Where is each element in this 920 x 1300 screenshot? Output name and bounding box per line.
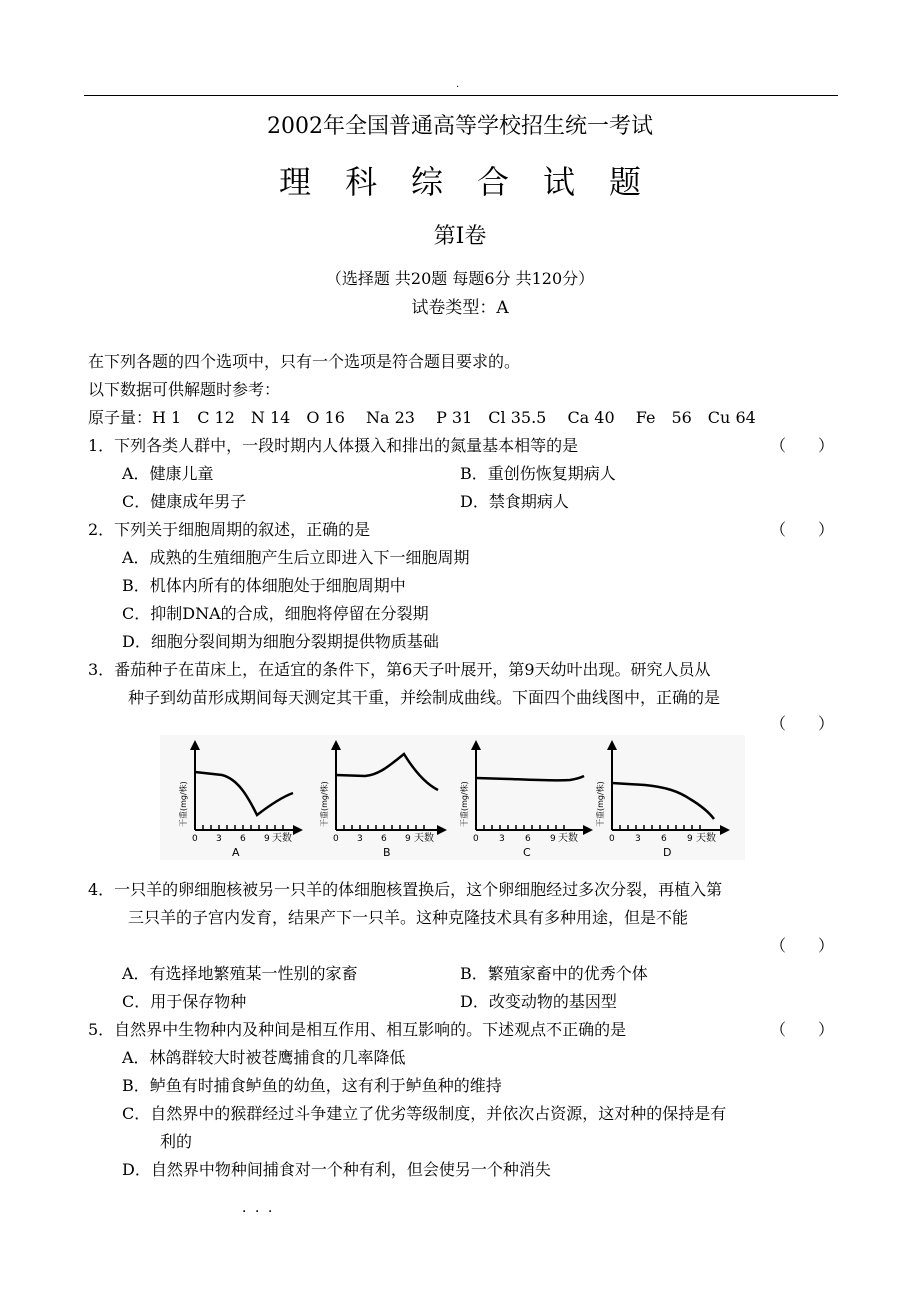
q4-stem-line1: 4．一只羊的卵细胞核被另一只羊的体细胞核置换后，这个卵细胞经过多次分裂，再植入第 (88, 880, 723, 899)
graph-d-tick-0: 0 (609, 834, 615, 844)
graph-d-tick-9: 9 (687, 834, 693, 844)
subject-title: 理科综合试题 (278, 163, 675, 201)
q4-option-c: C．用于保存物种 (122, 992, 247, 1011)
q5-answer-paren: （ ） (770, 1020, 835, 1039)
q3-stem-line2: 种子到幼苗形成期间每天测定其干重，并绘制成曲线。下面四个曲线图中，正确的是 (128, 688, 721, 707)
graph-b-tick-3: 3 (357, 834, 363, 844)
graph-c-tick-9: 9 (550, 834, 556, 844)
graph-panel-c (459, 745, 588, 859)
graph-b-tick-9: 9 (405, 834, 411, 844)
q5-option-b: B．鲈鱼有时捕食鲈鱼的幼鱼，这有利于鲈鱼种的维持 (122, 1076, 502, 1095)
q2-answer-paren: （ ） (770, 520, 835, 539)
q1-option-d: D．禁食期病人 (460, 492, 569, 511)
graph-a-tick-3: 3 (216, 834, 222, 844)
q5-option-c-line2: 利的 (160, 1132, 193, 1151)
graph-a-tick-0: 0 (192, 834, 198, 844)
instruction-text: 在下列各题的四个选项中，只有一个选项是符合题目要求的。 (88, 352, 521, 371)
graph-panel-d (595, 745, 725, 859)
graph-b-tick-6: 6 (381, 834, 387, 844)
q3-stem-line1: 3．番茄种子在苗床上，在适宜的条件下，第6天子叶展开，第9天幼叶出现。研究人员从 (88, 660, 711, 679)
graph-panel-a (178, 745, 298, 859)
q1-option-b: B．重创伤恢复期病人 (460, 464, 616, 483)
graph-a-tick-9: 9 (264, 834, 270, 844)
q4-option-a: A．有选择地繁殖某一性别的家畜 (122, 964, 358, 983)
q1-option-a: A．健康儿童 (122, 464, 214, 483)
graph-b-tick-0: 0 (333, 834, 339, 844)
q5-option-a: A．林鸽群较大时被苍鹰捕食的几率降低 (122, 1048, 406, 1067)
q3-figure-svg (160, 735, 745, 860)
q2-option-b: B．机体内所有的体细胞处于细胞周期中 (122, 576, 406, 595)
graph-a-xlabel: 天数 (272, 833, 292, 844)
graph-c-tick-3: 3 (499, 834, 505, 844)
q3-answer-paren: （ ） (770, 714, 835, 733)
q5-option-d: D．自然界中物种间捕食对一个种有利，但会使另一个种消失 (122, 1160, 551, 1179)
graph-b-label: B (383, 846, 391, 859)
reference-note: 以下数据可供解题时参考： (88, 380, 281, 399)
graph-c-label: C (523, 846, 531, 859)
q4-stem-line2: 三只羊的子宫内发育，结果产下一只羊。这种克隆技术具有多种用途，但是不能 (128, 908, 689, 927)
q4-option-b: B．繁殖家畜中的优秀个体 (460, 964, 648, 983)
q1-stem: 1．下列各类人群中，一段时期内人体摄入和排出的氮量基本相等的是 (88, 436, 579, 455)
paper-type: 试卷类型：A (411, 298, 509, 318)
graph-d-tick-6: 6 (661, 834, 667, 844)
graph-panel-b (319, 745, 442, 859)
graph-b-xlabel: 天数 (414, 833, 434, 844)
header-dot: . (456, 79, 460, 90)
q2-option-a: A．成熟的生殖细胞产生后立即进入下一细胞周期 (122, 548, 470, 567)
graph-c-tick-0: 0 (473, 834, 479, 844)
graph-c-tick-6: 6 (525, 834, 531, 844)
q1-answer-paren: （ ） (770, 436, 835, 455)
graph-a-label: A (232, 846, 240, 859)
graph-d-xlabel: 天数 (696, 833, 716, 844)
graph-b-ylabel: 干重(mg/株) (320, 781, 329, 827)
q2-option-d: D．细胞分裂间期为细胞分裂期提供物质基础 (122, 632, 439, 651)
exam-title: 2002年全国普通高等学校招生统一考试 (267, 114, 653, 139)
volume-title: 第Ⅰ卷 (433, 224, 487, 249)
atomic-masses: 原子量：H 1 C 12 N 14 O 16 Na 23 P 31 Cl 35.5 Ca 40 Fe 56 Cu 64 (88, 408, 756, 427)
graph-d-label: D (663, 846, 672, 859)
q5-stem: 5．自然界中生物种内及种间是相互作用、相互影响的。下述观点不正确的是 (88, 1020, 627, 1039)
q5-option-c-line1: C．自然界中的猴群经过斗争建立了优劣等级制度，并依次占资源，这对种的保持是有 (122, 1104, 727, 1123)
graph-d-ylabel: 干重(mg/株) (596, 781, 605, 827)
q1-option-c: C．健康成年男子 (122, 492, 247, 511)
q2-option-c: C．抑制DNA的合成，细胞将停留在分裂期 (122, 604, 429, 623)
graph-d-tick-3: 3 (635, 834, 641, 844)
q4-answer-paren: （ ） (770, 936, 835, 955)
graph-a-ylabel: 干重(mg/株) (179, 781, 188, 827)
section-info: （选择题 共20题 每题6分 共120分） (325, 269, 595, 288)
graph-a-tick-6: 6 (240, 834, 246, 844)
q3-figure (160, 735, 745, 860)
q2-stem: 2．下列关于细胞周期的叙述，正确的是 (88, 520, 371, 539)
q4-option-d: D．改变动物的基因型 (460, 992, 617, 1011)
footer-dots: ．．． (242, 1200, 288, 1216)
graph-c-ylabel: 干重(mg/株) (460, 781, 469, 827)
header-rule (84, 95, 838, 96)
graph-c-xlabel: 天数 (558, 833, 578, 844)
